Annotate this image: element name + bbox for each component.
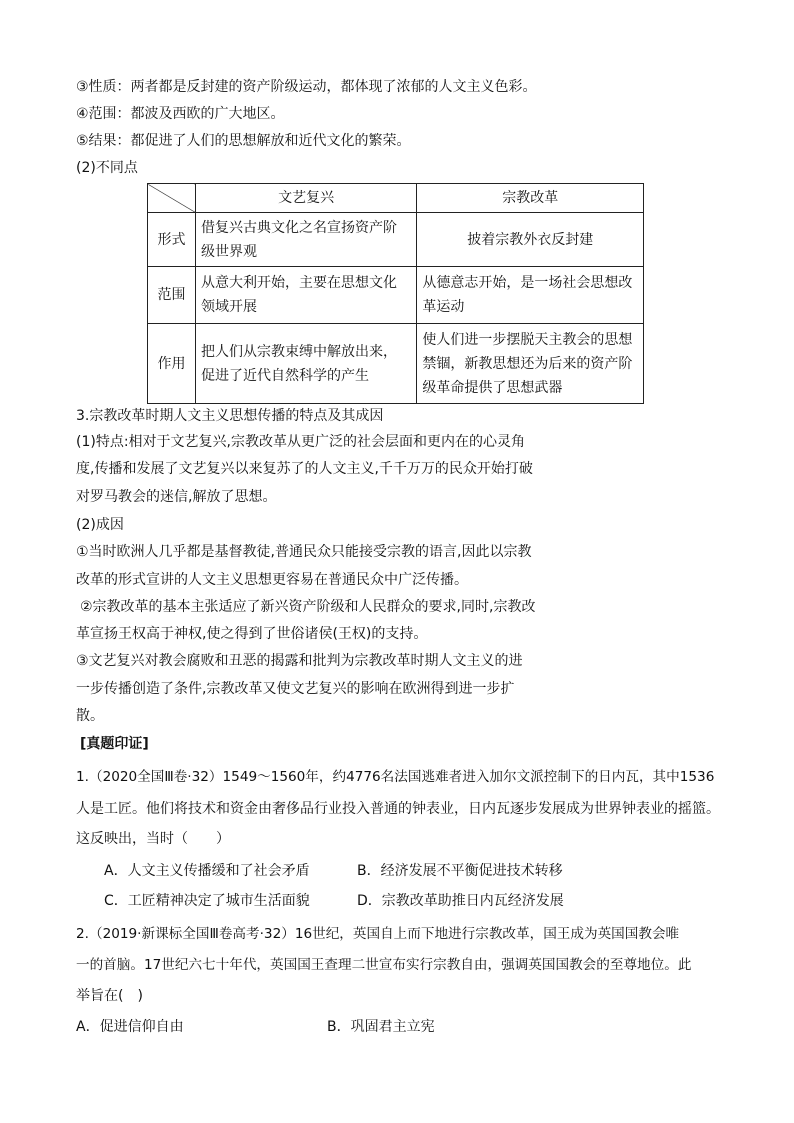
section-heading-differences: (2)不同点 — [76, 160, 138, 176]
option-b[interactable]: B．经济发展不平衡促进技术转移 — [357, 863, 563, 879]
table-cell: 把人们从宗教束缚中解放出来， 促进了近代自然科学的产生 — [195, 324, 416, 404]
intro-line-2: ④范围：都波及西欧的广大地区。 — [76, 106, 285, 122]
intro-line-3: ⑤结果：都促进了人们的思想解放和近代文化的繁荣。 — [76, 133, 411, 149]
table-header-row — [148, 184, 644, 213]
row-label-scope: 范围 — [148, 267, 196, 324]
row-label-effect: 作用 — [148, 324, 196, 404]
table-cell: 从意大利开始，主要在思想文化 领域开展 — [195, 267, 416, 324]
option-b[interactable]: B．巩固君主立宪 — [327, 1019, 435, 1035]
column-header-reformation: 宗教改革 — [417, 184, 644, 213]
table-cell: 使人们进一步摆脱天主教会的思想 禁锢，新教思想还为后来的资产阶 级革命提供了思想武器 — [417, 324, 644, 404]
table-row — [148, 213, 644, 267]
option-a[interactable]: A．人文主义传播缓和了社会矛盾 — [104, 863, 310, 879]
table-cell: 借复兴古典文化之名宣扬资产阶 级世界观 — [195, 213, 416, 267]
option-a[interactable]: A．促进信仰自由 — [76, 1019, 184, 1035]
section3-heading: 3.宗教改革时期人文主义思想传播的特点及其成因 — [76, 408, 384, 424]
option-c[interactable]: C．工匠精神决定了城市生活面貌 — [104, 893, 310, 909]
question-1-line: 这反映出，当时（ ） — [76, 831, 230, 847]
question-1-line: 人是工匠。他们将技术和资金由奢侈品行业投入普通的钟表业，日内瓦逐步发展成为世界钟表业的摇篮。 — [76, 801, 720, 817]
intro-line-1: ③性质：两者都是反封建的资产阶级运动，都体现了浓郁的人文主义色彩。 — [76, 79, 537, 95]
section3-line: 对罗马教会的迷信,解放了思想。 — [76, 489, 277, 505]
option-d[interactable]: D．宗教改革助推日内瓦经济发展 — [357, 893, 564, 909]
question-2-line: 一的首脑。17世纪六七十年代，英国国王查理二世宣布实行宗教自由，强调英国国教会的至尊地位。此 — [76, 957, 692, 973]
question-1-line: 1.（2020全国Ⅲ卷·32）1549～1560年，约4776名法国逃难者进入加尔文派控制下的日内瓦，其中1536 — [76, 769, 715, 785]
section3-line: 散。 — [76, 708, 104, 724]
section3-line: 革宣扬王权高于神权,使之得到了世俗诸侯(王权)的支持。 — [76, 626, 428, 642]
section3-line: ①当时欧洲人几乎都是基督教徒,普通民众只能接受宗教的语言,因此以宗教 — [76, 544, 532, 560]
row-label-form: 形式 — [148, 213, 196, 267]
section3-line: (1)特点:相对于文艺复兴,宗教改革从更广泛的社会层面和更内在的心灵角 — [76, 434, 525, 450]
column-header-renaissance: 文艺复兴 — [195, 184, 416, 213]
table-cell: 披着宗教外衣反封建 — [417, 213, 644, 267]
table-row — [148, 324, 644, 404]
section3-line: 度,传播和发展了文艺复兴以来复苏了的人文主义,千千万万的民众开始打破 — [76, 461, 533, 477]
section3-line: 改革的形式宣讲的人文主义思想更容易在普通民众中广泛传播。 — [76, 572, 468, 588]
section3-line: ③文艺复兴对教会腐败和丑恶的揭露和批判为宗教改革时期人文主义的进 — [76, 653, 523, 669]
table-row — [148, 267, 644, 324]
comparison-table — [147, 183, 644, 404]
section3-line: ②宗教改革的基本主张适应了新兴资产阶级和人民群众的要求,同时,宗教改 — [80, 599, 536, 615]
zhenti-heading: [真题印证] — [80, 736, 149, 752]
diagonal-header-cell — [148, 184, 196, 213]
question-2-line: 举旨在( ) — [76, 988, 143, 1004]
section3-line: (2)成因 — [76, 517, 124, 533]
section3-line: 一步传播创造了条件,宗教改革又使文艺复兴的影响在欧洲得到进一步扩 — [76, 681, 515, 697]
question-2-line: 2.（2019·新课标全国Ⅲ卷高考·32）16世纪，英国自上而下地进行宗教改革，国王成为英国国教会唯 — [76, 926, 680, 942]
table-cell: 从德意志开始，是一场社会思想改 革运动 — [417, 267, 644, 324]
